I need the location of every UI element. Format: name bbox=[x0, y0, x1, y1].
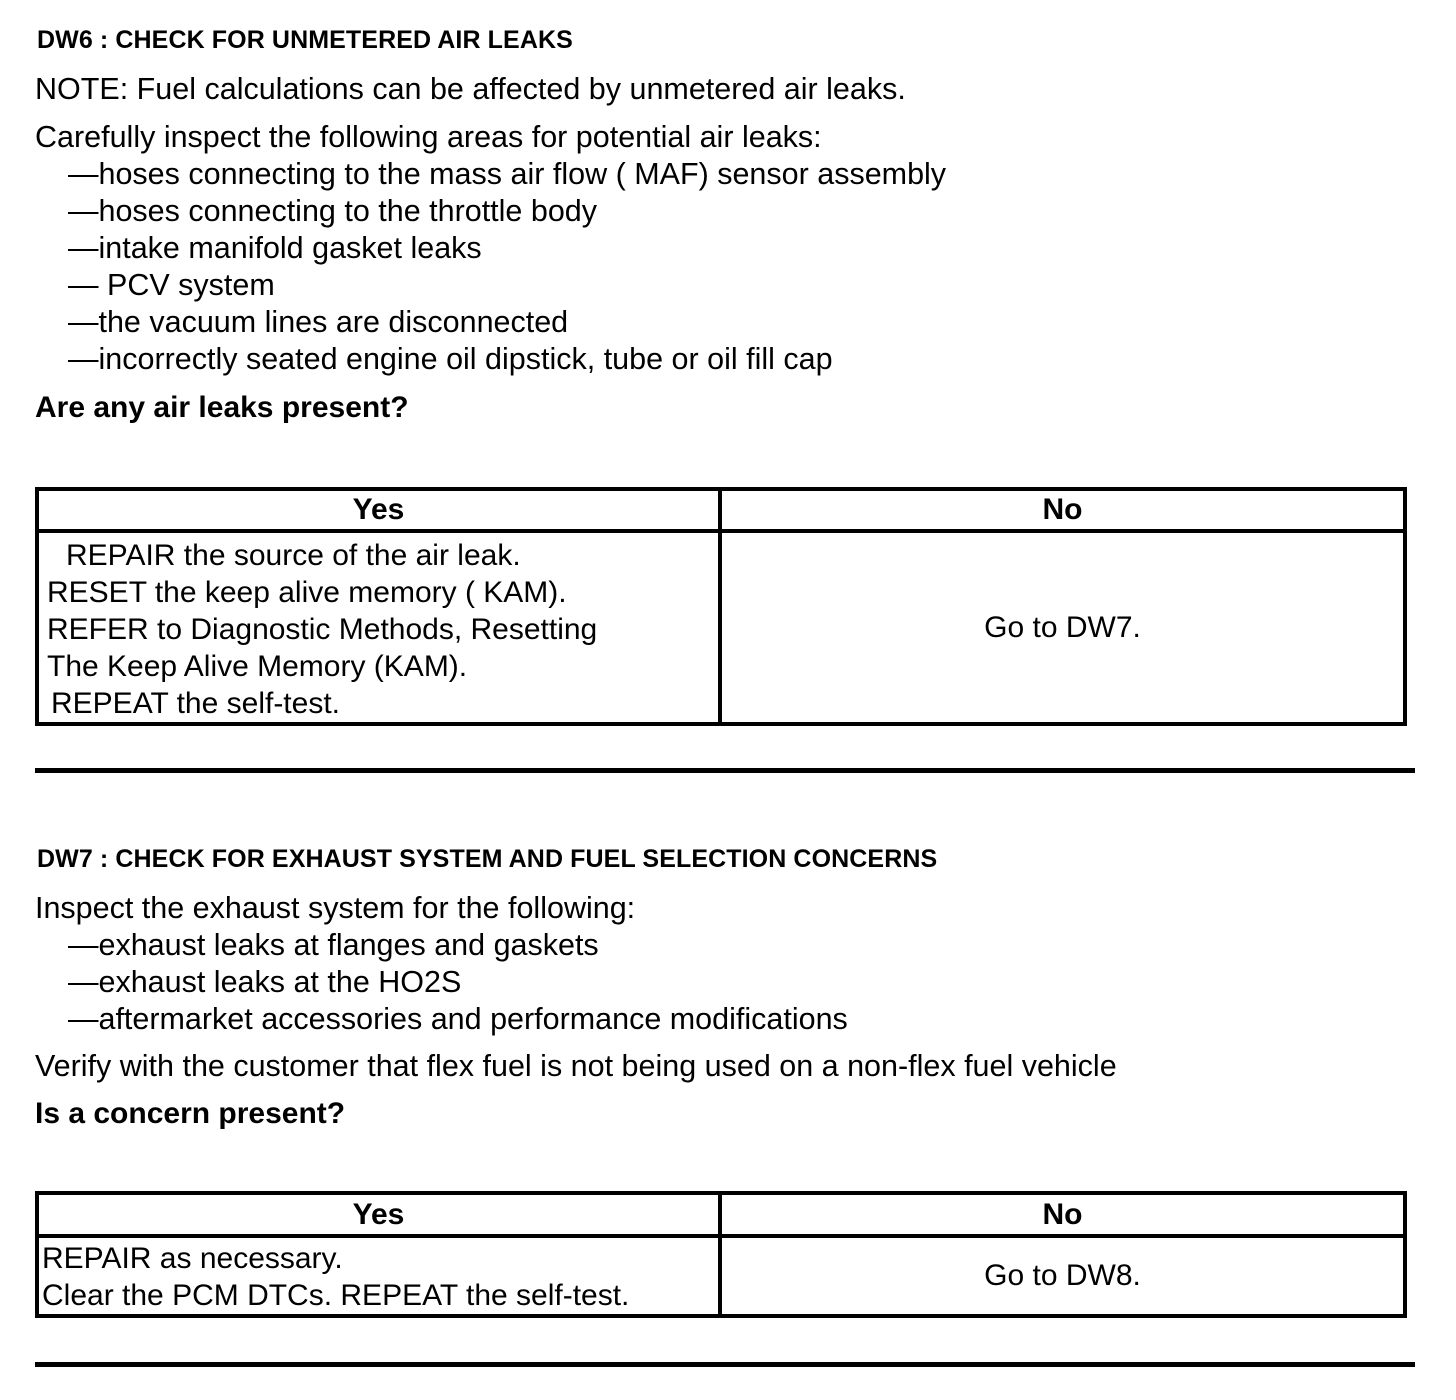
section-divider bbox=[35, 768, 1415, 773]
list-item: — PCV system bbox=[68, 268, 275, 302]
list-item: —exhaust leaks at the HO2S bbox=[68, 965, 462, 999]
dw6-question: Are any air leaks present? bbox=[35, 391, 409, 424]
section-divider bbox=[35, 1362, 1415, 1367]
dw7-bullet-list bbox=[68, 927, 848, 1038]
dw7-yes-no-table bbox=[35, 1191, 1407, 1318]
dw6-bullet-list bbox=[68, 156, 946, 378]
list-item: —exhaust leaks at flanges and gaskets bbox=[68, 928, 599, 962]
yes-action-line: RESET the keep alive memory ( KAM). bbox=[47, 576, 567, 609]
list-item: —hoses connecting to the mass air flow ( MAF) sensor assembly bbox=[68, 157, 947, 191]
dw6-note: NOTE: Fuel calculations can be affected by unmetered air leaks. bbox=[35, 72, 906, 106]
no-action-cell: Go to DW8. bbox=[720, 1236, 1405, 1316]
list-item: —hoses connecting to the throttle body bbox=[68, 194, 597, 228]
dw7-heading: DW7 : CHECK FOR EXHAUST SYSTEM AND FUEL SELECTION CONCERNS bbox=[37, 845, 938, 873]
yes-action-line: The Keep Alive Memory (KAM). bbox=[47, 650, 468, 683]
yes-action-line: REPAIR the source of the air leak. bbox=[66, 539, 521, 572]
dw7-question: Is a concern present? bbox=[35, 1097, 346, 1130]
yes-action-cell bbox=[37, 1236, 720, 1316]
yes-action-line: REPEAT the self-test. bbox=[51, 687, 340, 720]
dw6-yes-no-table bbox=[35, 487, 1407, 726]
dw6-intro: Carefully inspect the following areas for potential air leaks: bbox=[35, 120, 822, 154]
yes-action-cell bbox=[37, 531, 720, 724]
list-item: —aftermarket accessories and performance modifications bbox=[68, 1002, 848, 1036]
list-item: —the vacuum lines are disconnected bbox=[68, 305, 569, 339]
yes-action-line: Clear the PCM DTCs. REPEAT the self-test. bbox=[42, 1279, 630, 1312]
yes-action-line: REPAIR as necessary. bbox=[42, 1242, 343, 1275]
dw6-heading: DW6 : CHECK FOR UNMETERED AIR LEAKS bbox=[37, 26, 573, 54]
yes-header: Yes bbox=[37, 1193, 720, 1236]
no-action-cell: Go to DW7. bbox=[720, 531, 1405, 724]
no-header: No bbox=[720, 1193, 1405, 1236]
no-header: No bbox=[720, 489, 1405, 531]
list-item: —incorrectly seated engine oil dipstick, tube or oil fill cap bbox=[68, 342, 833, 376]
yes-action-line: REFER to Diagnostic Methods, Resetting bbox=[47, 613, 598, 646]
dw7-intro: Inspect the exhaust system for the following: bbox=[35, 891, 636, 925]
dw7-verify: Verify with the customer that flex fuel is not being used on a non-flex fuel vehicle bbox=[35, 1049, 1117, 1083]
yes-header: Yes bbox=[37, 489, 720, 531]
list-item: —intake manifold gasket leaks bbox=[68, 231, 482, 265]
